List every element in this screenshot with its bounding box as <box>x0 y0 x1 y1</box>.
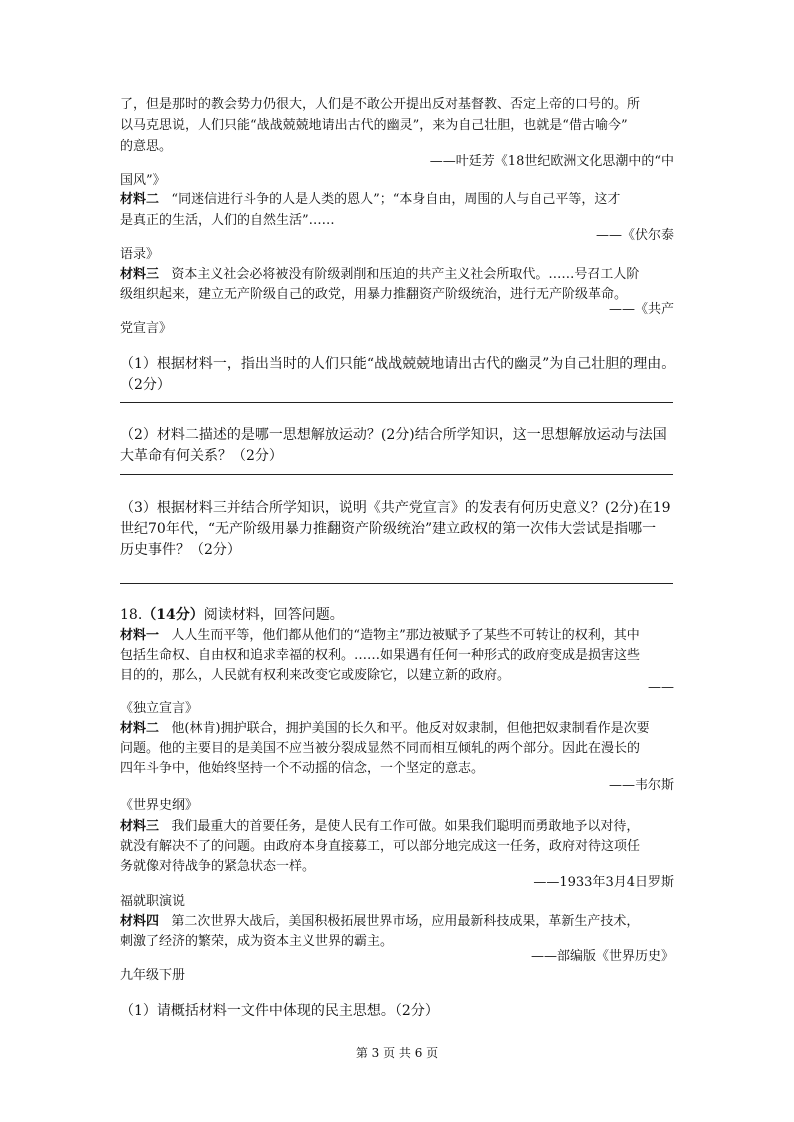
source-citation: 《世界史纲》 <box>120 798 199 813</box>
material-label: 材料三 <box>120 819 160 834</box>
question-text: （1）根据材料一，指出当时的人们只能“战战兢兢地请出古代的幽灵”为自己壮胆的理由。 <box>120 356 676 372</box>
question-text: （2）材料二描述的是哪一思想解放运动？(2分)结合所学知识，这一思想解放运动与法国 <box>120 427 667 443</box>
source-citation: ——《共产 <box>608 302 674 317</box>
material-three <box>120 818 639 835</box>
text-line: 的意思。 <box>120 139 173 154</box>
question-18-heading <box>120 606 344 624</box>
material-text: “同迷信进行斗争的人是人类的恩人”；“本身自由，周围的人与自己平等，这才 <box>171 192 621 207</box>
question-text: 历史事件？（2分） <box>120 542 241 558</box>
question-text: 世纪70年代，“无产阶级用暴力推翻资产阶级统治”建立政权的第一次伟大尝试是指哪一 <box>120 521 657 537</box>
material-label: 材料四 <box>120 914 160 929</box>
source-citation: 语录》 <box>120 247 160 262</box>
material-label: 材料一 <box>120 628 160 643</box>
text-line: 就没有解决不了的问题。由政府本身直接募工，可以部分地完成这一任务，政府对待这项任 <box>120 839 641 854</box>
source-citation: ——韦尔斯 <box>608 778 674 793</box>
question-text: （2分） <box>120 377 171 393</box>
answer-line[interactable] <box>120 402 673 403</box>
material-label: 材料三 <box>120 267 160 282</box>
text-line: 务就像对待战争的紧急状态一样。 <box>120 859 316 874</box>
text-line: 以马克思说，人们只能“战战兢兢地请出古代的幽灵”，来为自己壮胆，也就是“借古喻今” <box>120 118 628 133</box>
question-text: （3）根据材料三并结合所学知识，说明《共产党宣言》的发表有何历史意义？(2分)在19 <box>120 500 671 516</box>
question-number: 18. <box>120 607 143 623</box>
source-citation: 福就职演说 <box>120 894 186 909</box>
question-text: 大革命有何关系？（2分） <box>120 448 283 464</box>
text-line: 级组织起来，建立无产阶级自己的政党，用暴力推翻资产阶级统治，进行无产阶级革命。 <box>120 287 628 302</box>
source-citation: 党宣言》 <box>120 321 173 336</box>
source-citation: ——1933年3月4日罗斯 <box>533 875 674 890</box>
material-text: 人人生而平等，他们都从他们的“造物主”那边被赋予了某些不可转让的权利，其中 <box>171 628 640 643</box>
answer-line[interactable] <box>120 583 673 584</box>
text-line: 了，但是那时的教会势力仍很大，人们是不敢公开提出反对基督教、否定上帝的口号的。所 <box>120 97 641 112</box>
material-text: 资本主义社会必将被没有阶级剥削和压迫的共产主义社会所取代。……号召工人阶 <box>171 267 640 282</box>
text-line: 问题。他的主要目的是美国不应当被分裂成显然不同而相互倾轧的两个部分。因此在漫长的 <box>120 741 641 756</box>
question-points: （14分） <box>142 607 204 623</box>
question-text: （1）请概括材料一文件中体现的民主思想。（2分） <box>120 1003 439 1019</box>
source-citation: ——叶廷芳《18世纪欧洲文化思潮中的“中 <box>429 154 674 169</box>
material-text: 我们最重大的首要任务，是使人民有工作可做。如果我们聪明而勇敢地予以对待， <box>171 819 640 834</box>
page-number: 第 3 页 共 6 页 <box>355 1046 439 1060</box>
source-citation: ——部编版《世界历史》 <box>530 949 674 964</box>
source-citation: —— <box>648 680 674 695</box>
material-label: 材料二 <box>120 192 160 207</box>
source-citation: ——《伏尔泰 <box>595 228 674 243</box>
source-citation: 《独立宣言》 <box>120 701 199 716</box>
material-text: 第二次世界大战后，美国积极拓展世界市场，应用最新科技成果，革新生产技术， <box>171 914 640 929</box>
material-two <box>120 191 620 208</box>
text-line: 包括生命权、自由权和追求幸福的权利。……如果遇有任何一种形式的政府变成是损害这些 <box>120 648 641 663</box>
source-citation: 九年级下册 <box>120 968 186 983</box>
text-line: 四年斗争中，他始终坚持一个不动摇的信念，一个坚定的意志。 <box>120 761 485 776</box>
material-two <box>120 720 650 737</box>
material-text: 他(林肯)拥护联合，拥护美国的长久和平。他反对奴隶制，但他把奴隶制看作是次要 <box>171 721 650 736</box>
answer-line[interactable] <box>120 474 673 475</box>
material-label: 材料二 <box>120 721 160 736</box>
text-line: 刺激了经济的繁荣，成为资本主义世界的霸主。 <box>120 934 394 949</box>
text-line: 目的的，那么，人民就有权利来改变它或废除它，以建立新的政府。 <box>120 668 511 683</box>
material-four <box>120 913 639 930</box>
material-one <box>120 627 640 644</box>
text-line: 是真正的生活，人们的自然生活”…… <box>120 213 335 228</box>
source-citation: 国风”》 <box>120 173 166 188</box>
question-instruction: 阅读材料，回答问题。 <box>203 607 344 623</box>
material-three <box>120 266 639 283</box>
